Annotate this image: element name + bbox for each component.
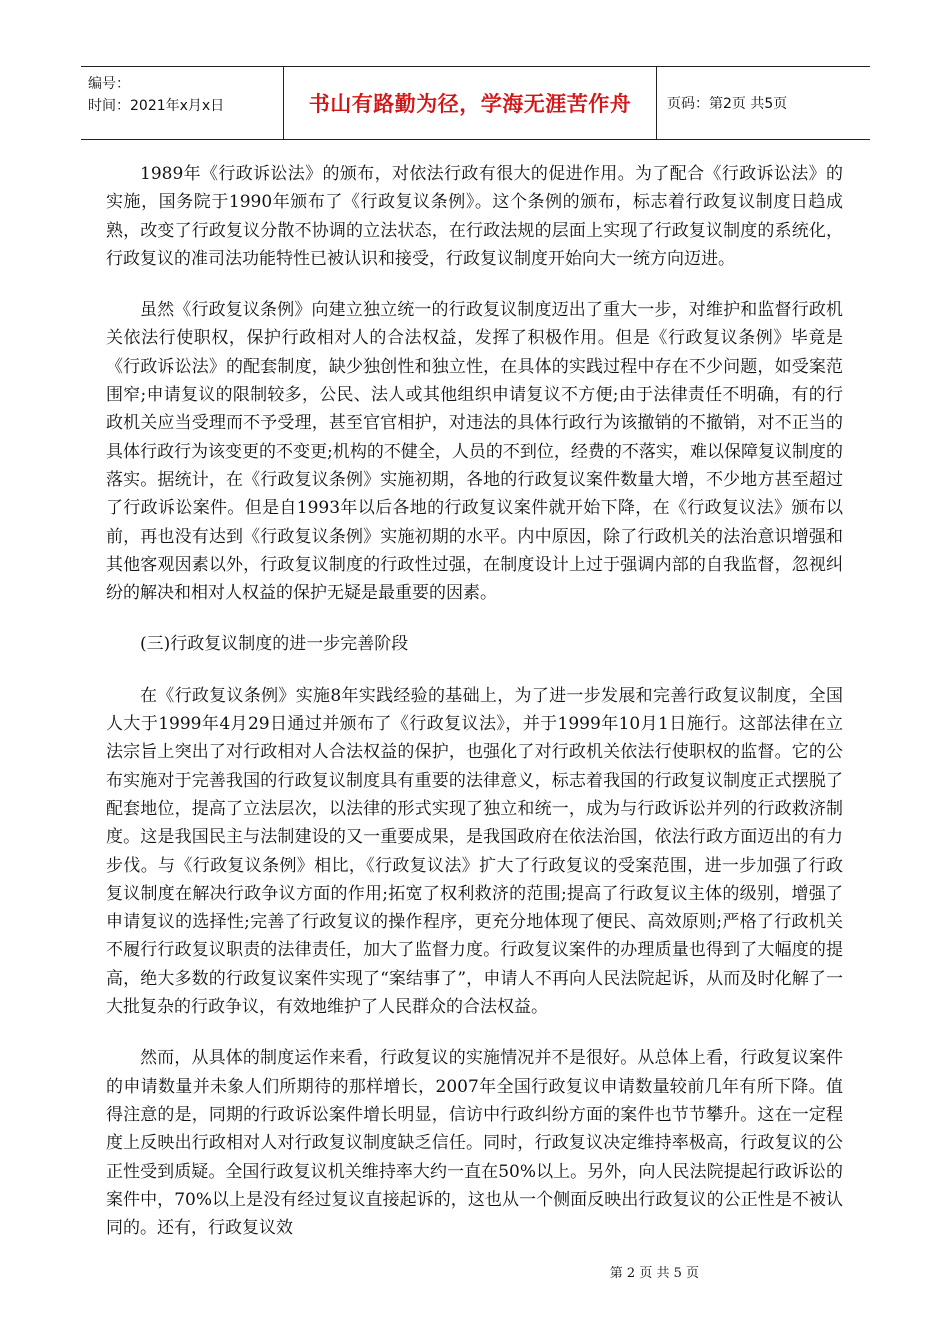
header-info-cell xyxy=(81,67,284,139)
paragraph-1: 1989年《行政诉讼法》的颁布，对依法行政有很大的促进作用。为了配合《行政诉讼法》的实施，国务院于1990年颁布了《行政复议条例》。这个条例的颁布，标志着行政复议制度日趋成熟，改变了行政复议分散不协调的立法状态，在行政法规的层面上实现了行政复议制度的系统化，行政复议的准司法功能特性已被认识和接受，行政复议制度开始向大一统方向迈进。 xyxy=(106,164,843,269)
section-heading: (三)行政复议制度的进一步完善阶段 xyxy=(140,634,409,655)
document-body xyxy=(106,160,843,1265)
footer-page-number: 第 2 页 共 5 页 xyxy=(609,1266,699,1281)
document-time-label: 时间：2021年x月x日 xyxy=(88,98,225,114)
paragraph-3: 在《行政复议条例》实施8年实践经验的基础上，为了进一步发展和完善行政复议制度，全国人大于1999年4月29日通过并颁布了《行政复议法》，并于1999年10月1日施行。这部法律在立法宗旨上突出了对行政相对人合法权益的保护，也强化了对行政机关依法行使职权的监督。它的公布实施对于完善我国的行政复议制度具有重要的法律意义，标志着我国的行政复议制度正式摆脱了配套地位，提高了立法层次，以法律的形式实现了独立和统一，成为与行政诉讼并列的行政救济制度。这是我国民主与法制建设的又一重要成果，是我国政府在依法治国，依法行政方面迈出的有力步伐。与《行政复议条例》相比，《行政复议法》扩大了行政复议的受案范围，进一步加强了行政复议制度在解决行政争议方面的作用;拓宽了权利救济的范围;提高了行政复议主体的级别，增强了申请复议的选择性;完善了行政复议的操作程序，更充分地体现了便民、高效原则;严格了行政机关不履行行政复议职责的法律责任，加大了监督力度。行政复议案件的办理质量也得到了大幅度的提高，绝大多数的行政复议案件实现了“案结事了”，申请人不再向人民法院起诉，从而及时化解了一大批复杂的行政争议，有效地维护了人民群众的合法权益。 xyxy=(106,685,843,1018)
page-footer xyxy=(0,1262,950,1281)
header-motto: 书山有路勤为径，学海无涯苦作舟 xyxy=(308,92,632,116)
paragraph-2: 虽然《行政复议条例》向建立独立统一的行政复议制度迈出了重大一步，对维护和监督行政机关依法行使职权，保护行政相对人的合法权益，发挥了积极作用。但是《行政复议条例》毕竟是《行政诉讼法》的配套制度，缺少独创性和独立性，在具体的实践过程中存在不少问题，如受案范围窄;申请复议的限制较多，公民、法人或其他组织申请复议不方便;由于法律责任不明确，有的行政机关应当受理而不予受理，甚至官官相护，对违法的具体行政行为该撤销的不撤销，对不正当的具体行政行为该变更的不变更;机构的不健全，人员的不到位，经费的不落实，难以保障复议制度的落实。据统计，在《行政复议条例》实施初期，各地的行政复议案件数量大增，不少地方甚至超过了行政诉讼案件。但是自1993年以后各地的行政复议案件就开始下降，在《行政复议法》颁布以前，再也没有达到《行政复议条例》实施初期的水平。内中原因，除了行政机关的法治意识增强和其他客观因素以外，行政复议制度的行政性过强，在制度设计上过于强调内部的自我监督，忽视纠纷的解决和相对人权益的保护无疑是最重要的因素。 xyxy=(106,300,843,604)
header-page-number: 页码：第2页 共5页 xyxy=(667,96,788,112)
document-number-label: 编号： xyxy=(88,76,130,92)
paragraph-4: 然而，从具体的制度运作来看，行政复议的实施情况并不是很好。从总体上看，行政复议案件的申请数量并未象人们所期待的那样增长，2007年全国行政复议申请数量较前几年有所下降。值得注意的是，同期的行政诉讼案件增长明显，信访中行政纠纷方面的案件也节节攀升。这在一定程度上反映出行政相对人对行政复议制度缺乏信任。同时，行政复议决定维持率极高，行政复议的公正性受到质疑。全国行政复议机关维持率大约一直在50%以上。另外，向人民法院提起行政诉讼的案件中，70%以上是没有经过复议直接起诉的，这也从一个侧面反映出行政复议的公正性是不被认同的。还有，行政复议效 xyxy=(106,1048,843,1239)
page-header xyxy=(81,66,870,140)
header-motto-cell xyxy=(284,67,657,139)
header-page-cell xyxy=(657,67,870,139)
